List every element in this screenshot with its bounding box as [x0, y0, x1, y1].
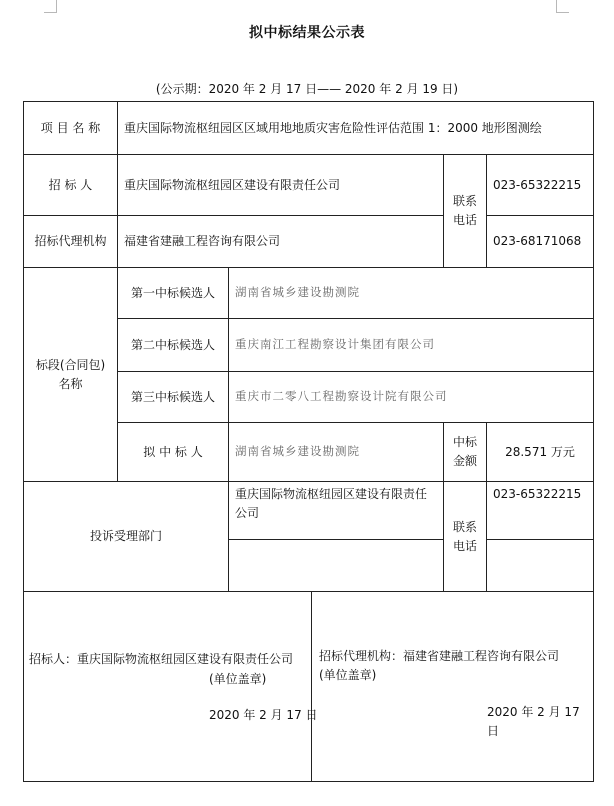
agency-value: 福建省建融工程咨询有限公司 — [117, 215, 444, 268]
tenderer-phone: 023-65322215 — [486, 154, 594, 216]
candidate-2-label: 第二中标候选人 — [117, 318, 229, 372]
complaint-empty-cell — [228, 539, 444, 592]
agency-label: 招标代理机构 — [23, 215, 118, 268]
winner-label: 拟 中 标 人 — [117, 422, 229, 482]
project-name-value: 重庆国际物流枢纽园区区域用地地质灾害危险性评估范围 1：2000 地形图测绘 — [117, 101, 594, 155]
complaint-contact-label: 联系 电话 — [443, 481, 487, 592]
tenderer-signature-date: 2020 年 2 月 17 日 — [209, 708, 318, 722]
complaint-phone: 023-65322215 — [486, 481, 594, 540]
tenderer-label: 招 标 人 — [23, 154, 118, 216]
bid-amount-label: 中标 金额 — [443, 422, 487, 482]
complaint-dept-value: 重庆国际物流枢纽园区建设有限责任 公司 — [228, 481, 444, 540]
margin-mark-right — [556, 0, 569, 13]
agency-signature-box — [311, 591, 594, 782]
agency-signature-date: 2020 年 2 月 17 日 — [487, 705, 580, 739]
candidate-1-label: 第一中标候选人 — [117, 267, 229, 319]
tenderer-signature-box — [23, 591, 312, 782]
agency-seal-note: (单位盖章) — [319, 668, 377, 682]
candidate-2-value: 重庆南江工程勘察设计集团有限公司 — [228, 318, 594, 372]
complaint-empty-cell-2 — [486, 539, 594, 592]
winner-value: 湖南省城乡建设勘测院 — [228, 422, 444, 482]
contact-phone-label: 联系 电话 — [443, 154, 487, 268]
complaint-dept-label: 投诉受理部门 — [23, 481, 229, 592]
agency-signature-title: 招标代理机构：福建省建融工程咨询有限公司 — [319, 649, 560, 663]
tenderer-value: 重庆国际物流枢纽园区建设有限责任公司 — [117, 154, 444, 216]
result-table — [23, 101, 594, 782]
bid-amount-value: 28.571 万元 — [486, 422, 594, 482]
margin-mark-left — [44, 0, 57, 13]
candidate-3-label: 第三中标候选人 — [117, 371, 229, 423]
tenderer-seal-note: (单位盖章) — [209, 672, 267, 686]
candidate-1-value: 湖南省城乡建设勘测院 — [228, 267, 594, 319]
project-name-label: 项 目 名 称 — [23, 101, 118, 155]
candidate-3-value: 重庆市二零八工程勘察设计院有限公司 — [228, 371, 594, 423]
page-title: 拟中标结果公示表 — [249, 25, 365, 41]
section-label: 标段(合同包) 名称 — [23, 267, 118, 482]
publicity-period: (公示期：2020 年 2 月 17 日—— 2020 年 2 月 19 日) — [155, 82, 459, 96]
tenderer-signature-title: 招标人：重庆国际物流枢纽园区建设有限责任公司 — [29, 652, 294, 666]
agency-phone: 023-68171068 — [486, 215, 594, 268]
